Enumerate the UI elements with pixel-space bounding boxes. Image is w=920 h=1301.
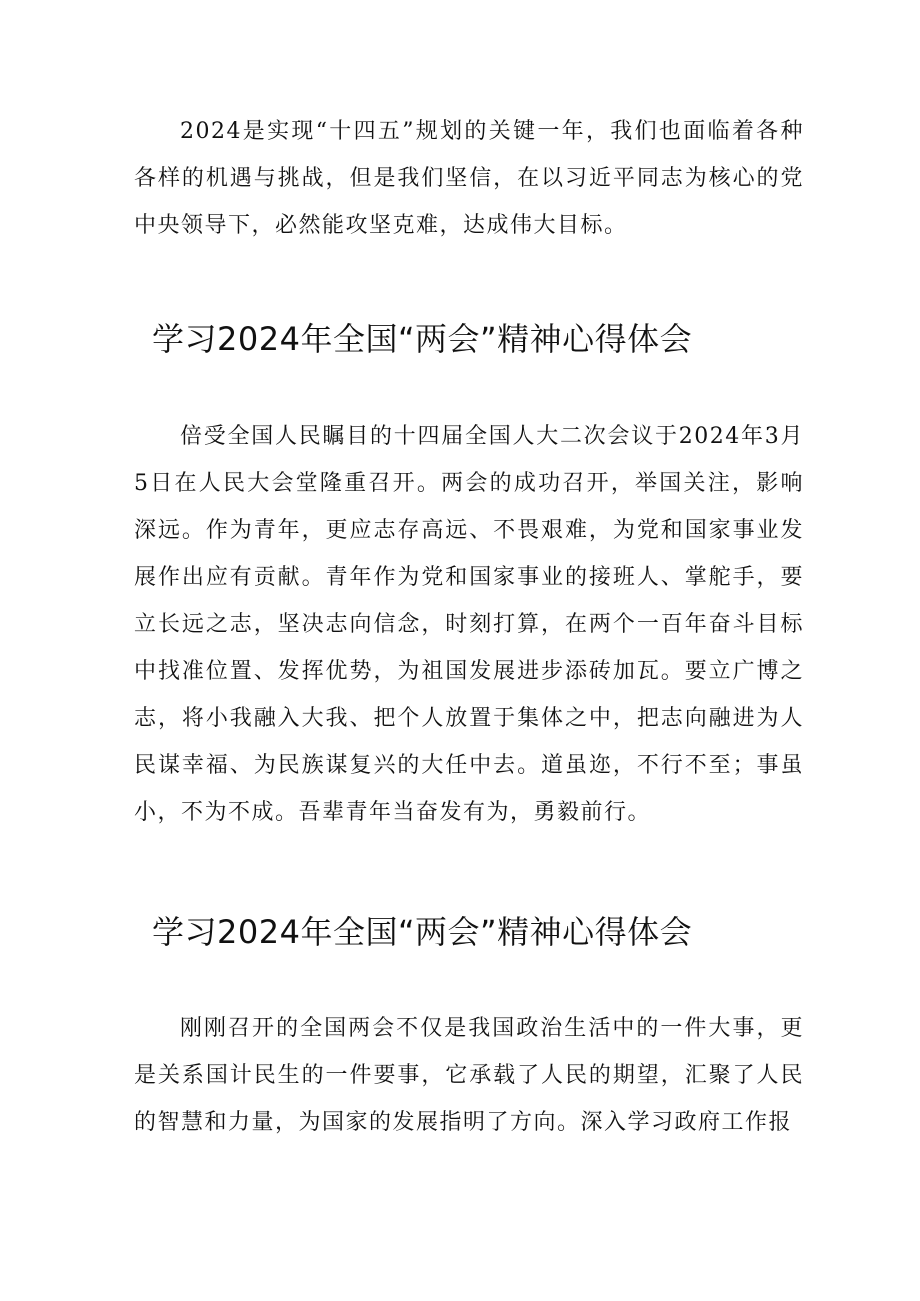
- body-paragraph: 倍受全国人民瞩目的十四届全国人大二次会议于2024年3月5日在人民大会堂隆重召开。两会的成功召开，举国关注，影响深远。作为青年，更应志存高远、不畏艰难，为党和国家事业发展作出应有贡献。青年作为党和国家事业的接班人、掌舵手，要立长远之志，坚决志向信念，时刻打算，在两个一百年奋斗目标中找准位置、发挥优势，为祖国发展进步添砖加瓦。要立广博之志，将小我融入大我、把个人放置于集体之中，把志向融进为人民谋幸福、为民族谋复兴的大任中去。道虽迩，不行不至；事虽小，不为不成。吾辈青年当奋发有为，勇毅前行。: [134, 424, 804, 825]
- section-heading: 学习2024年全国“两会”精神心得体会: [152, 913, 693, 951]
- body-paragraph: 2024是实现“十四五”规划的关键一年，我们也面临着各种各样的机遇与挑战，但是我们坚信，在以习近平同志为核心的党中央领导下，必然能攻坚克难，达成伟大目标。: [134, 119, 804, 238]
- section-heading: 学习2024年全国“两会”精神心得体会: [152, 320, 693, 358]
- body-paragraph: 刚刚召开的全国两会不仅是我国政治生活中的一件大事，更是关系国计民生的一件要事，它承载了人民的期望，汇聚了人民的智慧和力量，为国家的发展指明了方向。深入学习政府工作报: [134, 1016, 804, 1135]
